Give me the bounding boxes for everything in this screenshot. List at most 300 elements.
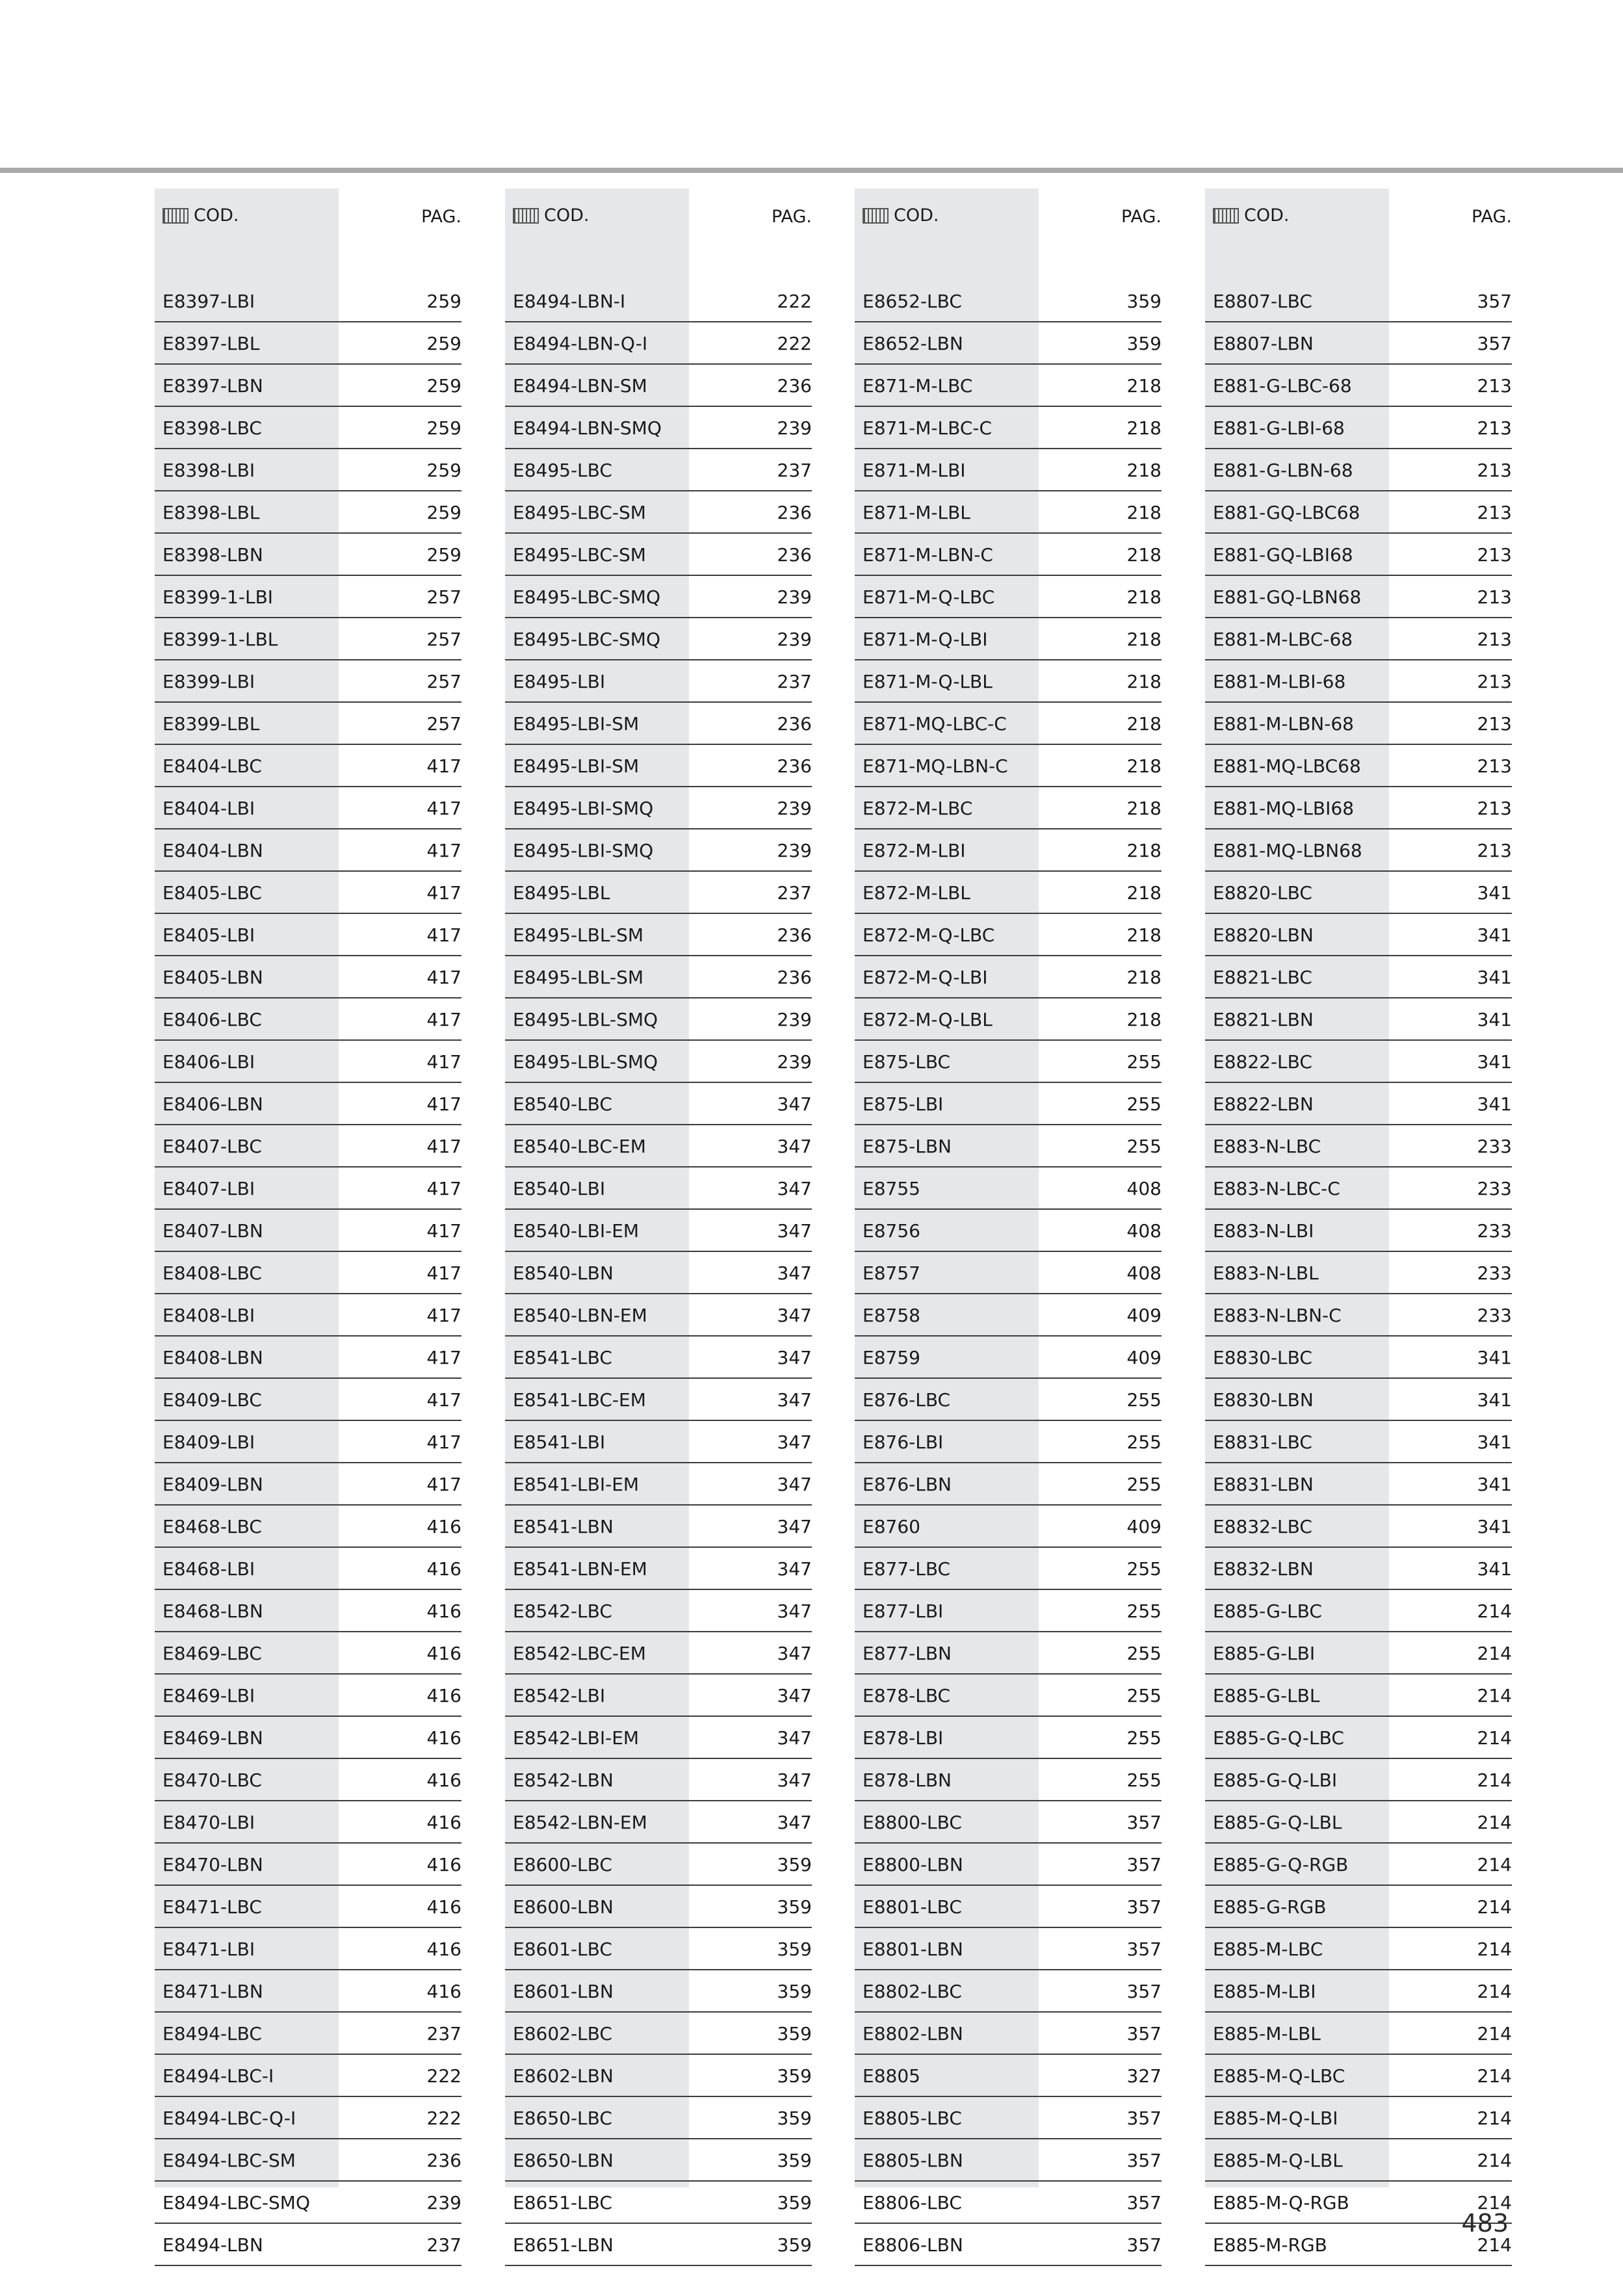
- page-reference: 417: [426, 798, 461, 819]
- page-reference: 357: [1126, 1854, 1162, 1875]
- table-row: [1205, 915, 1512, 956]
- table-row: [1205, 1465, 1512, 1506]
- product-code: E8541-LBN: [513, 1516, 614, 1537]
- table-row: [505, 1972, 812, 2013]
- product-code: E8495-LBC-SM: [513, 502, 646, 523]
- page-reference: 257: [426, 671, 461, 692]
- page-reference: 255: [1126, 1685, 1162, 1706]
- table-row: [505, 1422, 812, 1463]
- column-header: [505, 189, 812, 259]
- page-reference: 218: [1126, 544, 1162, 566]
- table-row: [1205, 450, 1512, 491]
- page-reference: 259: [426, 291, 461, 312]
- barcode-icon: [863, 208, 889, 224]
- table-row: [155, 662, 461, 703]
- product-code: E8802-LBC: [863, 1981, 962, 2002]
- page-reference: 237: [426, 2234, 461, 2256]
- page-reference: 359: [777, 2023, 812, 2044]
- product-code: E8601-LBN: [513, 1981, 614, 2002]
- table-row: [855, 662, 1162, 703]
- product-code: E8408-LBI: [162, 1305, 255, 1326]
- page-header-label: PAG.: [1471, 207, 1512, 227]
- page-reference: 214: [1477, 1685, 1512, 1706]
- page-reference: 408: [1126, 1262, 1162, 1284]
- page-reference: 214: [1477, 2107, 1512, 2129]
- page-reference: 218: [1126, 460, 1162, 481]
- product-code: E8602-LBC: [513, 2023, 612, 2044]
- page-reference: 237: [777, 671, 812, 692]
- table-row: [155, 915, 461, 956]
- product-code: E872-M-Q-LBI: [863, 967, 988, 988]
- table-row: [155, 281, 461, 322]
- page-reference: 218: [1126, 798, 1162, 819]
- product-code: E8541-LBN-EM: [513, 1558, 647, 1580]
- page-reference: 213: [1477, 417, 1512, 439]
- index-column-1: [155, 189, 461, 2256]
- product-code: E8541-LBI: [513, 1431, 606, 1453]
- table-row: [1205, 1000, 1512, 1041]
- page-reference: 341: [1477, 967, 1512, 988]
- page-reference: 327: [1126, 2065, 1162, 2087]
- page-reference: 214: [1477, 2234, 1512, 2256]
- product-code: E8806-LBN: [863, 2234, 963, 2256]
- product-code: E8468-LBC: [162, 1516, 262, 1537]
- table-row: [855, 1507, 1162, 1548]
- product-code: E8541-LBI-EM: [513, 1474, 640, 1495]
- table-row: [155, 1887, 461, 1928]
- page-reference: 347: [777, 1727, 812, 1749]
- table-row: [1205, 493, 1512, 534]
- page-reference: 357: [1126, 2234, 1162, 2256]
- product-code: E871-MQ-LBC-C: [863, 713, 1007, 735]
- barcode-icon: [1213, 208, 1239, 224]
- product-code: E8404-LBI: [162, 798, 255, 819]
- code-header-label: COD.: [894, 205, 939, 226]
- table-row: [855, 1591, 1162, 1632]
- table-row: [1205, 1338, 1512, 1379]
- page-reference: 357: [1126, 1981, 1162, 2002]
- product-code: E8469-LBC: [162, 1643, 262, 1664]
- table-row: [1205, 746, 1512, 787]
- table-row: [855, 408, 1162, 449]
- product-code: E8540-LBC-EM: [513, 1136, 646, 1157]
- page-reference: 347: [777, 1431, 812, 1453]
- table-row: [855, 1211, 1162, 1252]
- product-code: E8495-LBL-SMQ: [513, 1051, 658, 1073]
- product-code: E8807-LBN: [1213, 333, 1314, 354]
- table-row: [505, 1042, 812, 1083]
- product-code: E881-MQ-LBC68: [1213, 755, 1361, 777]
- product-code: E881-GQ-LBC68: [1213, 502, 1360, 523]
- product-code: E871-M-LBL: [863, 502, 970, 523]
- product-code: E8822-LBC: [1213, 1051, 1312, 1073]
- table-row: [155, 1465, 461, 1506]
- product-code: E8541-LBC: [513, 1347, 612, 1368]
- product-code: E872-M-LBL: [863, 882, 970, 904]
- table-row: [505, 1507, 812, 1548]
- page-reference: 347: [777, 1643, 812, 1664]
- product-code: E881-M-LBC-68: [1213, 629, 1353, 650]
- table-row: [505, 958, 812, 998]
- table-row: [855, 958, 1162, 998]
- product-code: E871-MQ-LBN-C: [863, 755, 1008, 777]
- table-row: [855, 1845, 1162, 1886]
- product-code: E8821-LBN: [1213, 1009, 1314, 1030]
- product-code: E8805: [863, 2065, 920, 2087]
- page-header-label: PAG.: [421, 207, 461, 227]
- table-row: [1205, 620, 1512, 660]
- product-code: E8600-LBC: [513, 1854, 612, 1875]
- page-reference: 213: [1477, 840, 1512, 861]
- table-row: [155, 1634, 461, 1675]
- table-row: [155, 1803, 461, 1844]
- page-reference: 218: [1126, 840, 1162, 861]
- product-code: E8397-LBI: [162, 291, 255, 312]
- product-code: E885-M-Q-LBL: [1213, 2150, 1343, 2171]
- product-code: E871-M-Q-LBC: [863, 586, 995, 608]
- table-row: [1205, 535, 1512, 576]
- product-code: E8398-LBN: [162, 544, 263, 566]
- page-reference: 255: [1126, 1643, 1162, 1664]
- product-code: E8759: [863, 1347, 920, 1368]
- page-reference: 255: [1126, 1558, 1162, 1580]
- page-reference: 259: [426, 460, 461, 481]
- page-reference: 359: [777, 2065, 812, 2087]
- page-reference: 341: [1477, 1093, 1512, 1115]
- table-row: [1205, 1591, 1512, 1632]
- page-reference: 416: [426, 1685, 461, 1706]
- table-row: [155, 1211, 461, 1252]
- code-header-label: COD.: [544, 205, 590, 226]
- page-reference: 417: [426, 1136, 461, 1157]
- product-code: E8399-1-LBI: [162, 586, 274, 608]
- product-code: E8801-LBN: [863, 1938, 963, 1960]
- page-reference: 213: [1477, 713, 1512, 735]
- product-code: E8832-LBC: [1213, 1516, 1312, 1537]
- table-row: [155, 873, 461, 914]
- table-row: [505, 1127, 812, 1168]
- table-row: [855, 1296, 1162, 1337]
- product-code: E8822-LBN: [1213, 1093, 1314, 1115]
- table-row: [1205, 1803, 1512, 1844]
- product-code: E876-LBI: [863, 1431, 944, 1453]
- column-header: [155, 189, 461, 259]
- product-code: E8820-LBN: [1213, 924, 1314, 946]
- product-code: E8398-LBL: [162, 502, 260, 523]
- page-reference: 214: [1477, 1854, 1512, 1875]
- product-code: E8494-LBN-Q-I: [513, 333, 648, 354]
- product-code: E8757: [863, 1262, 920, 1284]
- product-code: E885-G-Q-RGB: [1213, 1854, 1349, 1875]
- table-row: [855, 1253, 1162, 1294]
- table-row: [155, 789, 461, 829]
- page-reference: 255: [1126, 1474, 1162, 1495]
- table-row: [505, 1000, 812, 1041]
- page-reference: 341: [1477, 1431, 1512, 1453]
- page-reference: 347: [777, 1389, 812, 1411]
- product-code: E878-LBI: [863, 1727, 944, 1749]
- page-reference: 359: [777, 1981, 812, 2002]
- page-reference: 255: [1126, 1136, 1162, 1157]
- table-row: [505, 620, 812, 660]
- product-code: E8542-LBN-EM: [513, 1812, 647, 1833]
- page-reference: 237: [777, 460, 812, 481]
- table-row: [505, 873, 812, 914]
- product-code: E881-M-LBN-68: [1213, 713, 1354, 735]
- product-code: E881-G-LBI-68: [1213, 417, 1345, 439]
- table-row: [855, 450, 1162, 491]
- product-code: E876-LBC: [863, 1389, 951, 1411]
- page-reference: 357: [1126, 1896, 1162, 1918]
- product-code: E8470-LBI: [162, 1812, 255, 1833]
- product-code: E8494-LBC-Q-I: [162, 2107, 296, 2129]
- page-reference: 341: [1477, 1347, 1512, 1368]
- page-reference: 237: [426, 2023, 461, 2044]
- table-row: [1205, 2056, 1512, 2097]
- product-code: E8807-LBC: [1213, 291, 1312, 312]
- page-reference: 214: [1477, 2192, 1512, 2213]
- table-row: [155, 1084, 461, 1125]
- page-reference: 213: [1477, 755, 1512, 777]
- page-reference: 417: [426, 1389, 461, 1411]
- table-row: [1205, 1634, 1512, 1675]
- product-code: E8540-LBN-EM: [513, 1305, 647, 1326]
- product-code: E8404-LBC: [162, 755, 262, 777]
- table-row: [155, 493, 461, 534]
- table-row: [155, 1169, 461, 1210]
- page-reference: 237: [777, 882, 812, 904]
- page-reference: 417: [426, 1431, 461, 1453]
- product-code: E8830-LBN: [1213, 1389, 1314, 1411]
- page-reference: 416: [426, 1516, 461, 1537]
- product-code: E8495-LBI-SM: [513, 713, 640, 735]
- table-row: [1205, 1211, 1512, 1252]
- page-reference: 233: [1477, 1305, 1512, 1326]
- page-reference: 347: [777, 1178, 812, 1199]
- table-row: [155, 1549, 461, 1590]
- page-reference: 236: [777, 502, 812, 523]
- table-row: [155, 324, 461, 365]
- table-row: [855, 873, 1162, 914]
- page-reference: 359: [777, 1938, 812, 1960]
- product-code: E871-M-LBI: [863, 460, 966, 481]
- page-reference: 341: [1477, 924, 1512, 946]
- table-row: [505, 324, 812, 365]
- page-reference: 214: [1477, 2023, 1512, 2044]
- product-code: E881-GQ-LBN68: [1213, 586, 1362, 608]
- table-row: [155, 1338, 461, 1379]
- page-reference: 259: [426, 333, 461, 354]
- table-row: [155, 1507, 461, 1548]
- product-code: E881-MQ-LBN68: [1213, 840, 1362, 861]
- page-reference: 357: [1126, 2150, 1162, 2171]
- product-code: E8542-LBC: [513, 1600, 612, 1622]
- page-reference: 213: [1477, 375, 1512, 397]
- barcode-icon: [513, 208, 539, 224]
- product-code: E883-N-LBL: [1213, 1262, 1319, 1284]
- page-reference: 255: [1126, 1051, 1162, 1073]
- product-code: E8468-LBI: [162, 1558, 255, 1580]
- product-code: E8494-LBN-SMQ: [513, 417, 662, 439]
- product-code: E8398-LBC: [162, 417, 262, 439]
- page-reference: 218: [1126, 713, 1162, 735]
- table-row: [505, 2014, 812, 2055]
- product-code: E8802-LBN: [863, 2023, 963, 2044]
- product-code: E8540-LBN: [513, 1262, 614, 1284]
- page-reference: 214: [1477, 1727, 1512, 1749]
- row-list: [855, 281, 1162, 2267]
- table-row: [855, 620, 1162, 660]
- table-row: [155, 1718, 461, 1759]
- product-code: E881-G-LBN-68: [1213, 460, 1353, 481]
- table-row: [505, 1253, 812, 1294]
- product-code: E885-M-Q-LBC: [1213, 2065, 1345, 2087]
- page-reference: 359: [777, 1896, 812, 1918]
- table-row: [155, 2014, 461, 2055]
- table-row: [155, 1591, 461, 1632]
- table-row: [855, 2141, 1162, 2182]
- page-reference: 408: [1126, 1220, 1162, 1242]
- product-code: E881-GQ-LBI68: [1213, 544, 1353, 566]
- table-row: [855, 2014, 1162, 2055]
- table-row: [505, 281, 812, 322]
- table-row: [1205, 324, 1512, 365]
- table-row: [155, 1296, 461, 1337]
- page-reference: 236: [777, 967, 812, 988]
- page-reference: 359: [777, 2107, 812, 2129]
- table-row: [1205, 831, 1512, 872]
- product-code: E885-M-Q-LBI: [1213, 2107, 1338, 2129]
- table-row: [505, 493, 812, 534]
- page-reference: 417: [426, 1347, 461, 1368]
- page-reference: 239: [777, 629, 812, 650]
- table-row: [855, 746, 1162, 787]
- table-row: [155, 2225, 461, 2266]
- page-reference: 341: [1477, 1051, 1512, 1073]
- product-code: E8755: [863, 1178, 920, 1199]
- product-code: E885-G-Q-LBL: [1213, 1812, 1342, 1833]
- table-row: [855, 1718, 1162, 1759]
- product-code: E8405-LBN: [162, 967, 263, 988]
- product-code: E8471-LBN: [162, 1981, 263, 2002]
- product-code: E875-LBC: [863, 1051, 951, 1073]
- table-row: [855, 1760, 1162, 1801]
- product-code: E8832-LBN: [1213, 1558, 1314, 1580]
- top-rule: [0, 168, 1623, 173]
- product-code: E8540-LBI: [513, 1178, 606, 1199]
- page-reference: 347: [777, 1136, 812, 1157]
- table-row: [505, 915, 812, 956]
- page-reference: 214: [1477, 1643, 1512, 1664]
- table-row: [505, 1296, 812, 1337]
- page-reference: 416: [426, 1981, 461, 2002]
- page-number: 483: [1461, 2209, 1509, 2237]
- table-row: [855, 1380, 1162, 1421]
- table-row: [855, 2098, 1162, 2139]
- page-reference: 214: [1477, 2150, 1512, 2171]
- product-code: E8494-LBC-I: [162, 2065, 274, 2087]
- table-row: [1205, 1296, 1512, 1337]
- product-code: E8404-LBN: [162, 840, 263, 861]
- table-row: [855, 1127, 1162, 1168]
- page-reference: 359: [1126, 333, 1162, 354]
- product-code: E8494-LBC: [162, 2023, 262, 2044]
- table-row: [155, 704, 461, 745]
- page-reference: 357: [1126, 1938, 1162, 1960]
- product-code: E8409-LBI: [162, 1431, 255, 1453]
- product-code: E872-M-Q-LBL: [863, 1009, 993, 1030]
- product-code: E885-M-Q-RGB: [1213, 2192, 1349, 2213]
- product-code: E8651-LBC: [513, 2192, 612, 2213]
- table-row: [155, 1042, 461, 1083]
- product-code: E885-G-LBC: [1213, 1600, 1322, 1622]
- product-code: E872-M-Q-LBC: [863, 924, 995, 946]
- page-reference: 218: [1126, 755, 1162, 777]
- product-code: E8758: [863, 1305, 920, 1326]
- page-reference: 347: [777, 1347, 812, 1368]
- table-row: [505, 408, 812, 449]
- table-row: [505, 1760, 812, 1801]
- table-row: [155, 450, 461, 491]
- product-code: E8407-LBC: [162, 1136, 262, 1157]
- table-row: [855, 535, 1162, 576]
- product-code: E8408-LBN: [162, 1347, 263, 1368]
- product-code: E877-LBC: [863, 1558, 951, 1580]
- page-reference: 213: [1477, 502, 1512, 523]
- page-reference: 218: [1126, 1009, 1162, 1030]
- table-row: [505, 1169, 812, 1210]
- table-row: [1205, 704, 1512, 745]
- product-code: E871-M-Q-LBI: [863, 629, 988, 650]
- page-reference: 417: [426, 1474, 461, 1495]
- product-code: E8406-LBN: [162, 1093, 263, 1115]
- product-code: E883-N-LBC: [1213, 1136, 1321, 1157]
- product-code: E878-LBC: [863, 1685, 951, 1706]
- page-reference: 214: [1477, 1981, 1512, 2002]
- page-reference: 214: [1477, 1600, 1512, 1622]
- table-row: [1205, 2141, 1512, 2182]
- table-row: [155, 1929, 461, 1970]
- table-row: [855, 915, 1162, 956]
- page-reference: 357: [1477, 333, 1512, 354]
- product-code: E8542-LBC-EM: [513, 1643, 646, 1664]
- page-reference: 213: [1477, 629, 1512, 650]
- product-code: E8397-LBL: [162, 333, 260, 354]
- page-reference: 236: [777, 375, 812, 397]
- product-code: E8651-LBN: [513, 2234, 614, 2256]
- table-row: [155, 958, 461, 998]
- product-code: E8494-LBC-SMQ: [162, 2192, 310, 2213]
- page-reference: 357: [1126, 2107, 1162, 2129]
- page-header-label: PAG.: [1121, 207, 1162, 227]
- table-row: [855, 2056, 1162, 2097]
- table-row: [505, 1845, 812, 1886]
- table-row: [855, 1465, 1162, 1506]
- page-reference: 214: [1477, 1812, 1512, 1833]
- product-code: E8760: [863, 1516, 920, 1537]
- page-reference: 417: [426, 1305, 461, 1326]
- product-code: E8650-LBC: [513, 2107, 612, 2129]
- table-row: [155, 535, 461, 576]
- product-code: E8495-LBL-SM: [513, 967, 644, 988]
- page-reference: 417: [426, 1051, 461, 1073]
- product-code: E8540-LBC: [513, 1093, 612, 1115]
- page-reference: 222: [777, 333, 812, 354]
- product-code: E8405-LBI: [162, 924, 255, 946]
- product-code: E8495-LBI-SMQ: [513, 840, 654, 861]
- product-code: E877-LBN: [863, 1643, 952, 1664]
- table-row: [155, 408, 461, 449]
